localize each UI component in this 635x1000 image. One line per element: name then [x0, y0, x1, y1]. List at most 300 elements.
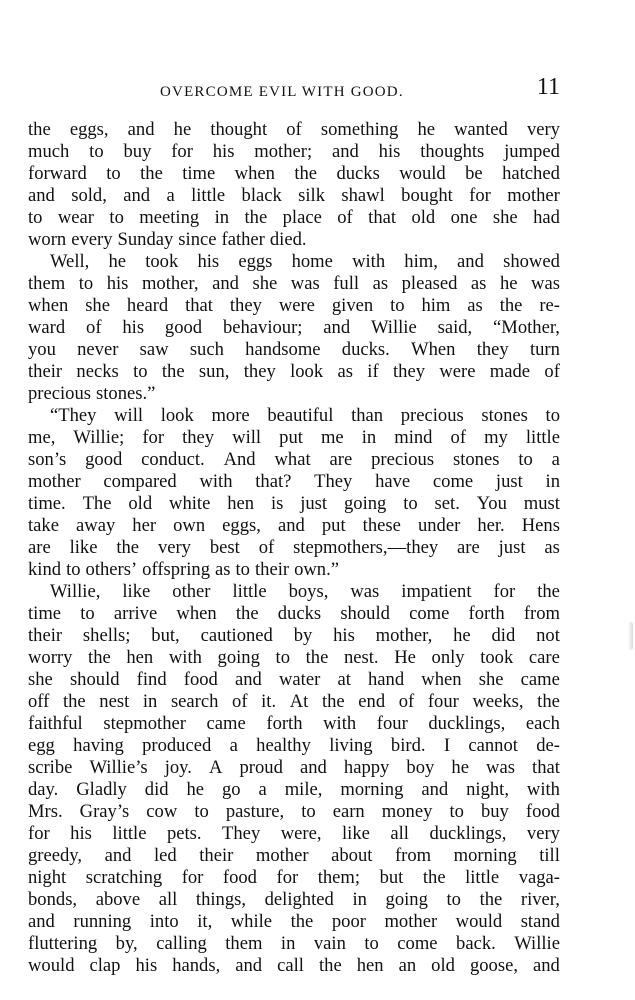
word: to [545, 405, 560, 426]
word: impatient [401, 581, 472, 602]
text-line [28, 471, 560, 493]
word: hen [356, 955, 384, 976]
word: going [217, 647, 260, 668]
word: to [133, 361, 148, 382]
word: her [132, 515, 157, 536]
word: to [106, 163, 121, 184]
word: necks [76, 361, 119, 382]
word: said, [437, 317, 473, 338]
word: old [431, 955, 455, 976]
word: you [28, 339, 56, 360]
word: made [489, 361, 531, 382]
word: hand [368, 669, 405, 690]
word: to [194, 801, 209, 822]
word: A [208, 757, 223, 778]
text-line [28, 757, 560, 779]
word: it. [261, 691, 277, 712]
word: cautioned [200, 625, 273, 646]
word: and [235, 669, 262, 690]
word: of [398, 691, 415, 712]
word: to [66, 559, 81, 580]
word: mother [384, 911, 438, 932]
word: his [378, 141, 401, 162]
word: all [158, 889, 178, 910]
word: and [533, 955, 560, 976]
word: the [62, 691, 86, 712]
word: his [212, 141, 235, 162]
page-header [28, 72, 560, 112]
word: hen [227, 493, 255, 514]
word: their [254, 559, 290, 580]
word: search [170, 691, 219, 712]
text-line [28, 823, 560, 845]
word: the [422, 867, 446, 888]
word: that [185, 295, 213, 316]
word: thought [210, 119, 268, 140]
word: for [171, 141, 193, 162]
word: eggs [238, 251, 273, 272]
word: At [289, 691, 309, 712]
word: as [544, 537, 560, 558]
word: a [258, 779, 267, 800]
word: wanted [454, 119, 508, 140]
word: from [394, 845, 432, 866]
word: to [28, 207, 43, 228]
word: to [78, 273, 94, 294]
word: the [88, 647, 111, 668]
word: the [235, 603, 259, 624]
word: sold, [71, 185, 107, 206]
word: Willie [514, 933, 560, 954]
text-line [28, 361, 560, 383]
word: time. [28, 493, 66, 514]
word: having [73, 735, 124, 756]
word: are [329, 449, 353, 470]
word: he [173, 119, 192, 140]
text-line [28, 383, 560, 405]
word: for [28, 823, 50, 844]
text-line [28, 559, 560, 581]
word: given [331, 295, 374, 316]
word: meeting [139, 207, 200, 228]
word: scribe [28, 757, 73, 778]
word: produced [142, 735, 212, 756]
word: precious [28, 383, 91, 404]
word: just [498, 537, 526, 558]
word: just [300, 493, 328, 514]
word: come [409, 603, 450, 624]
word: end [358, 691, 386, 712]
word: time [28, 603, 62, 624]
word: mother [507, 185, 560, 206]
word: and [28, 185, 55, 206]
word: would [28, 955, 75, 976]
word: scratching [85, 867, 163, 888]
word: find [136, 669, 167, 690]
word: very [526, 823, 560, 844]
word: with [323, 713, 357, 734]
word: clap [89, 955, 121, 976]
word: have [375, 471, 411, 492]
word: son’s [28, 449, 67, 470]
word: he [451, 757, 469, 778]
word: for [469, 185, 491, 206]
word: just [495, 471, 523, 492]
word: to [235, 559, 250, 580]
word: he [417, 119, 436, 140]
word: ducklings, [429, 823, 507, 844]
word: proud [239, 757, 283, 778]
word: he [108, 251, 127, 272]
word: be [465, 163, 483, 184]
word: cow [146, 801, 178, 822]
word: ducklings, [428, 713, 506, 734]
word: set. [434, 493, 460, 514]
word: worn [28, 229, 67, 250]
word: care [528, 647, 560, 668]
word: if [367, 361, 379, 382]
word: they [229, 295, 262, 316]
word: only [431, 647, 465, 668]
word: of [258, 537, 275, 558]
word: Gray’s [79, 801, 130, 822]
word: vain [313, 933, 346, 954]
word: bird. [390, 735, 426, 756]
word: when [176, 603, 217, 624]
word: much [28, 141, 70, 162]
word: like [69, 537, 98, 558]
word: forth [468, 603, 505, 624]
word: to [449, 801, 464, 822]
word: four [376, 713, 408, 734]
word: she [28, 669, 53, 690]
text-line [28, 955, 560, 977]
word: he [453, 625, 471, 646]
word: goose, [469, 955, 518, 976]
word: for [493, 581, 516, 602]
word: when [28, 295, 69, 316]
word: the [499, 295, 523, 316]
word: arrive [113, 603, 158, 624]
word: father [221, 229, 265, 250]
word: stones.” [96, 383, 156, 404]
word: his [333, 625, 355, 646]
word: with [168, 647, 202, 668]
text-line [28, 537, 560, 559]
word: me [320, 427, 344, 448]
word: when [234, 163, 275, 184]
word: are [28, 537, 51, 558]
word: wear [57, 207, 95, 228]
word: fluttering [28, 933, 98, 954]
word: Willie; [73, 427, 125, 448]
word: Sunday [117, 229, 174, 250]
text-line [28, 933, 560, 955]
word: such [189, 339, 224, 360]
word: four [427, 691, 459, 712]
word: little [191, 185, 226, 206]
word: like [342, 823, 370, 844]
word: mother, [375, 625, 433, 646]
word: should [69, 669, 120, 690]
word: is [270, 493, 284, 514]
word: look [160, 405, 194, 426]
word: with [199, 471, 233, 492]
word: place [282, 207, 322, 228]
word: to [301, 801, 316, 822]
word: poor [331, 911, 366, 932]
word: his [106, 273, 129, 294]
word: the [161, 361, 185, 382]
word: till [539, 845, 560, 866]
word: in [214, 207, 230, 228]
word: going [385, 889, 428, 910]
word: good [85, 449, 123, 470]
word: them [225, 933, 263, 954]
word: as [372, 273, 389, 294]
word: look [290, 361, 324, 382]
word: away [76, 515, 116, 536]
word: with [526, 779, 560, 800]
word: come [432, 471, 474, 492]
word: Mrs. [28, 801, 63, 822]
word: nest [99, 691, 130, 712]
word: put [279, 427, 303, 448]
word: must [523, 493, 560, 514]
word: his [197, 251, 220, 272]
word: came [206, 713, 246, 734]
text-line [28, 889, 560, 911]
word: hands, [172, 955, 221, 976]
page-edge-mark [628, 622, 633, 650]
word: and [212, 273, 239, 294]
word: but [379, 867, 404, 888]
text-line [28, 867, 560, 889]
word: de- [536, 735, 560, 756]
text-line [28, 581, 560, 603]
word: showed [503, 251, 560, 272]
word: egg [28, 735, 55, 756]
word: that [368, 207, 397, 228]
word: and [277, 515, 305, 536]
text-line [28, 669, 560, 691]
word: the [321, 691, 345, 712]
word: black [241, 185, 282, 206]
word: a [229, 735, 238, 756]
word: stones [452, 449, 500, 470]
text-line [28, 801, 560, 823]
word: You [476, 493, 507, 514]
word: should [340, 603, 390, 624]
word: running [73, 911, 132, 932]
word: stepmother [103, 713, 186, 734]
word: for [276, 867, 299, 888]
word: to [109, 207, 124, 228]
word: Gladly [76, 779, 127, 800]
text-line [28, 449, 560, 471]
word: these [362, 515, 401, 536]
text-line [28, 163, 560, 185]
text-line [28, 779, 560, 801]
word: mother [28, 471, 81, 492]
word: a [551, 449, 560, 470]
word: earn [332, 801, 365, 822]
word: their [28, 361, 63, 382]
word: bonds, [28, 889, 78, 910]
text-line [28, 493, 560, 515]
word: in [142, 691, 158, 712]
word: mother, [141, 273, 199, 294]
word: the [290, 911, 314, 932]
word: mind [394, 427, 433, 448]
word: as [215, 559, 231, 580]
word: joy. [164, 757, 192, 778]
word: turn [529, 339, 560, 360]
word: the [140, 163, 163, 184]
word: to [275, 647, 290, 668]
word: handsome [245, 339, 321, 360]
word: food [525, 801, 560, 822]
word: about [331, 845, 373, 866]
text-line [28, 603, 560, 625]
word: “They [50, 405, 97, 426]
word: all [390, 823, 409, 844]
word: day. [28, 779, 59, 800]
word: eggs, [222, 515, 261, 536]
word: she [85, 295, 110, 316]
word: died. [269, 229, 307, 250]
word: ducks [336, 163, 380, 184]
word: she [252, 273, 278, 294]
word: and [457, 251, 484, 272]
word: full [333, 273, 360, 294]
word: was [486, 757, 515, 778]
word: own [173, 515, 206, 536]
word: other [172, 581, 211, 602]
word: in [280, 933, 296, 954]
word: happy [343, 757, 390, 778]
word: his [135, 955, 158, 976]
word: to [364, 933, 379, 954]
word: were [439, 361, 476, 382]
text-line [28, 185, 560, 207]
word: would [455, 911, 503, 932]
word: cannot [468, 735, 518, 756]
word: to [390, 295, 405, 316]
word: they [476, 339, 509, 360]
word: night [28, 867, 67, 888]
word: They [222, 823, 261, 844]
word: him [421, 295, 451, 316]
word: my [484, 427, 508, 448]
word: living [329, 735, 373, 756]
word: stones [481, 405, 528, 426]
word: and [421, 779, 449, 800]
word: heard [126, 295, 169, 316]
word: they [392, 361, 425, 382]
word: little [465, 867, 500, 888]
word: back. [456, 933, 496, 954]
word: to [446, 889, 461, 910]
word: of [450, 427, 467, 448]
word: me, [28, 427, 56, 448]
word: boys, [288, 581, 329, 602]
word: little [112, 823, 147, 844]
word: as [337, 361, 353, 382]
word: took [480, 647, 514, 668]
word: mother; [254, 141, 313, 162]
word: to [518, 449, 533, 470]
word: best [209, 537, 240, 558]
text-line [28, 427, 560, 449]
word: since [178, 229, 217, 250]
word: came [520, 669, 560, 690]
text-line [28, 647, 560, 669]
word: will [232, 427, 262, 448]
word: ducks [277, 603, 322, 624]
word: thoughts [420, 141, 485, 162]
word: the [537, 691, 560, 712]
word: weeks, [472, 691, 524, 712]
text-line [28, 713, 560, 735]
word: stand [520, 911, 560, 932]
text-line [28, 515, 560, 537]
word: silk [298, 185, 326, 206]
word: the [28, 119, 51, 140]
word: white [169, 493, 211, 514]
word: and [123, 185, 151, 206]
word: than [351, 405, 384, 426]
text-line [28, 625, 560, 647]
word: morning [340, 779, 404, 800]
word: good [164, 317, 203, 338]
word: hatched [502, 163, 560, 184]
word: healthy [256, 735, 311, 756]
word: sun, [198, 361, 230, 382]
word: the [537, 581, 560, 602]
word: of [544, 361, 560, 382]
word: going [343, 493, 387, 514]
word: water [279, 669, 321, 690]
text-line [28, 735, 560, 757]
word: nest. [343, 647, 379, 668]
word: his [122, 317, 145, 338]
word: Well, [50, 251, 90, 272]
word: Hens [521, 515, 560, 536]
word: precious [371, 449, 435, 470]
word: kind [28, 559, 62, 580]
word: They [314, 471, 353, 492]
word: and [28, 911, 55, 932]
word: not [536, 625, 560, 646]
word: they [243, 361, 276, 382]
word: from [523, 603, 560, 624]
word: was [290, 273, 320, 294]
word: it, [197, 911, 213, 932]
word: very [526, 119, 560, 140]
word: Willie [371, 317, 417, 338]
word: stepmothers,—they [293, 537, 439, 558]
word: river, [520, 889, 560, 910]
word: compared [103, 471, 177, 492]
word: and [331, 141, 359, 162]
body-text [28, 119, 560, 977]
word: pasture, [225, 801, 285, 822]
word: one [450, 207, 478, 228]
word: boy [406, 757, 435, 778]
word: old [128, 493, 153, 514]
word: while [230, 911, 273, 932]
